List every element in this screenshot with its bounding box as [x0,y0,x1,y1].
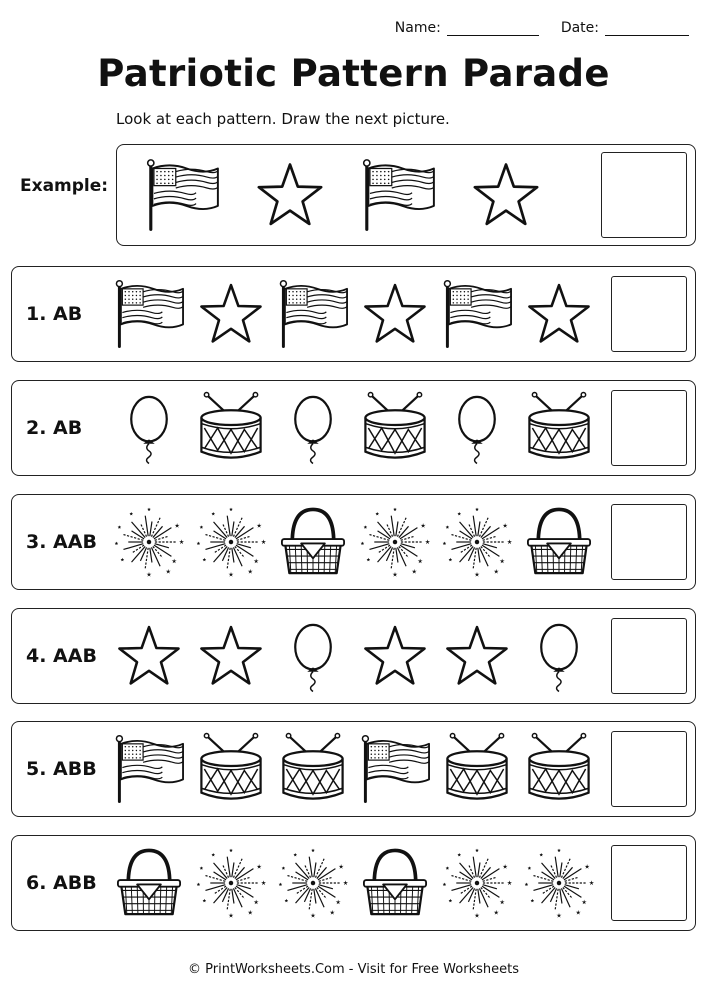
answer-box[interactable] [611,504,687,580]
basket-icon [276,505,350,579]
row-label: 3. AAB [26,531,97,553]
flag-icon [112,277,186,351]
row-label: 6. ABB [26,872,97,894]
pattern-row-4 [11,608,696,704]
star-icon [440,619,514,693]
date-label: Date: [560,20,599,36]
drum-icon [440,732,514,806]
header-fields [395,20,689,36]
page-title: Patriotic Pattern Parade [97,52,610,95]
example-label: Example: [20,176,109,196]
firework-icon [440,846,514,920]
flag-icon [276,277,350,351]
flag-icon [112,732,186,806]
drum-icon [194,732,268,806]
firework-icon [440,505,514,579]
pattern-items [12,836,695,930]
flag-icon [143,156,221,234]
pattern-row-1 [11,266,696,362]
pattern-items [12,495,695,589]
balloon-icon [112,391,186,465]
answer-box[interactable] [611,618,687,694]
star-icon [194,619,268,693]
answer-box[interactable] [611,731,687,807]
answer-box[interactable] [611,390,687,466]
pattern-items [12,609,695,703]
pattern-row-3 [11,494,696,590]
firework-icon [112,505,186,579]
name-field[interactable] [395,20,539,36]
row-label: 1. AB [26,303,83,325]
firework-icon [522,846,596,920]
pattern-items [12,722,695,816]
pattern-items [12,381,695,475]
balloon-icon [276,619,350,693]
example-answer-box[interactable] [601,152,687,238]
footer: © PrintWorksheets.Com - Visit for Free Worksheets [188,962,519,977]
date-field[interactable] [561,20,689,36]
pattern-row-6 [11,835,696,931]
answer-box[interactable] [611,845,687,921]
star-icon [194,277,268,351]
star-icon [112,619,186,693]
date-line[interactable] [605,21,689,36]
star-icon [522,277,596,351]
star-icon [358,277,432,351]
flag-icon [358,732,432,806]
name-line[interactable] [447,21,539,36]
star-icon [358,619,432,693]
drum-icon [358,391,432,465]
flag-icon [359,156,437,234]
example-row [116,144,696,246]
flag-icon [440,277,514,351]
drum-icon [522,732,596,806]
firework-icon [276,846,350,920]
row-label: 4. AAB [26,645,97,667]
star-icon [467,156,545,234]
balloon-icon [440,391,514,465]
basket-icon [358,846,432,920]
basket-icon [112,846,186,920]
name-label: Name: [394,20,441,36]
row-label: 5. ABB [26,758,97,780]
firework-icon [194,846,268,920]
answer-box[interactable] [611,276,687,352]
drum-icon [194,391,268,465]
pattern-items [12,267,695,361]
balloon-icon [276,391,350,465]
basket-icon [522,505,596,579]
drum-icon [522,391,596,465]
pattern-row-2 [11,380,696,476]
firework-icon [358,505,432,579]
star-icon [251,156,329,234]
firework-icon [194,505,268,579]
pattern-row-5 [11,721,696,817]
instructions: Look at each pattern. Draw the next picture. [116,110,450,128]
balloon-icon [522,619,596,693]
row-label: 2. AB [26,417,83,439]
drum-icon [276,732,350,806]
